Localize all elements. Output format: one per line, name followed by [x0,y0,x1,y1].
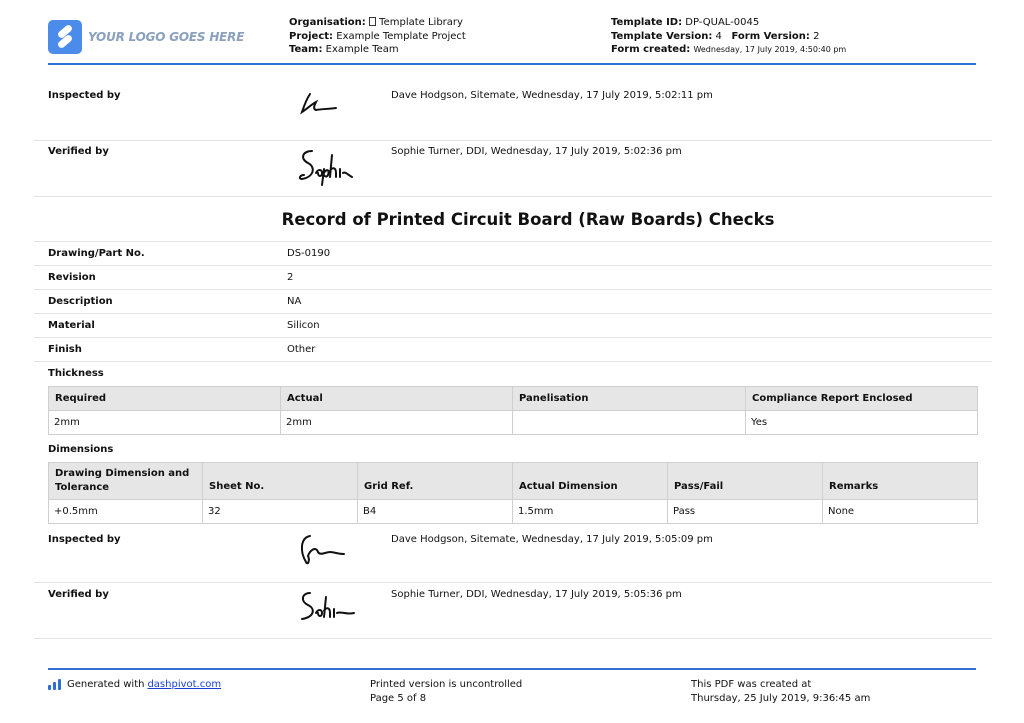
dimensions-section-label: Dimensions [48,444,114,455]
table-header-row [49,387,978,411]
template-id-label: Template ID: [611,17,683,28]
header-divider [48,63,976,65]
document-footer [48,678,976,708]
dashpivot-bar-chart-icon [48,679,61,690]
form-created-value: Wednesday, 17 July 2019, 4:50:40 pm [693,45,847,54]
table-cell: None [823,500,978,524]
column-header: Sheet No. [203,463,358,500]
field-finish [34,338,992,362]
table-cell: B4 [358,500,513,524]
column-header: Compliance Report Enclosed [746,387,978,411]
dimensions-table [48,462,978,524]
form-version-label: Form Version: [731,30,810,42]
pdf-created-value: Thursday, 25 July 2019, 9:36:45 am [691,692,871,704]
signoff-inspected-top [34,66,992,141]
signoff-verified-top [34,141,992,197]
field-description [34,290,992,314]
template-id-value: DP-QUAL-0045 [685,17,760,28]
logo [48,20,244,54]
pdf-created-label: This PDF was created at [691,679,812,690]
generated-prefix: Generated with [67,679,145,690]
signoff-inspected-bottom [34,524,992,583]
dashpivot-link[interactable]: dashpivot.com [147,679,222,690]
template-version-label: Template Version: [611,30,713,42]
uncontrolled-notice: Printed version is uncontrolled [370,679,523,690]
table-cell: 32 [203,500,358,524]
signature-image [296,90,356,120]
field-label: Description [48,296,113,307]
building-icon [369,17,376,26]
organisation-value: Template Library [375,17,463,28]
thickness-table [48,386,978,435]
organisation-label: Organisation: [289,17,366,28]
field-label: Revision [48,272,96,283]
table-cell: +0.5mm [49,500,203,524]
field-label: Drawing/Part No. [48,248,145,259]
column-header: Grid Ref. [358,463,513,500]
field-value: DS-0190 [287,248,331,259]
header-org-info [289,16,466,57]
footer-page-info [370,678,522,705]
field-value: Silicon [287,320,320,331]
column-header: Panelisation [513,387,746,411]
signature-image [296,530,356,570]
table-cell: 1.5mm [513,500,668,524]
field-revision [34,266,992,290]
signoff-text: Sophie Turner, DDI, Wednesday, 17 July 2019, 5:05:36 pm [391,589,682,600]
logo-icon [48,20,82,54]
field-material [34,314,992,338]
document-title: Record of Printed Circuit Board (Raw Boards) Checks [34,197,992,242]
document-header [48,14,976,66]
column-header: Actual Dimension [513,463,668,500]
signature-image [296,147,376,187]
column-header: Drawing Dimension and Tolerance [49,463,203,500]
footer-divider [48,668,976,670]
form-created-label: Form created: [611,44,691,55]
column-header: Pass/Fail [668,463,823,500]
signoff-text: Dave Hodgson, Sitemate, Wednesday, 17 July 2019, 5:02:11 pm [391,90,713,101]
signoff-text: Dave Hodgson, Sitemate, Wednesday, 17 July 2019, 5:05:09 pm [391,534,713,545]
table-row [49,500,978,524]
table-header-row [49,463,978,500]
form-version-value: 2 [813,30,820,42]
team-label: Team: [289,44,323,55]
header-template-info [611,16,846,57]
footer-generated [48,678,221,692]
field-value: Other [287,344,316,355]
thickness-section-label: Thickness [48,368,104,379]
table-cell: 2mm [281,411,513,435]
footer-pdf-created [691,678,870,705]
template-version-value: 4 [715,30,722,42]
column-header: Actual [281,387,513,411]
field-value: 2 [287,272,294,283]
table-cell: Pass [668,500,823,524]
signoff-label: Verified by [48,589,109,600]
signoff-label: Verified by [48,146,109,157]
field-label: Finish [48,344,82,355]
signoff-text: Sophie Turner, DDI, Wednesday, 17 July 2019, 5:02:36 pm [391,146,682,157]
field-drawing-part-no [34,242,992,266]
signoff-verified-bottom [34,583,992,639]
column-header: Required [49,387,281,411]
table-cell: 2mm [49,411,281,435]
table-cell [513,411,746,435]
project-value: Example Template Project [336,30,466,42]
column-header: Remarks [823,463,978,500]
project-label: Project: [289,30,334,42]
field-value: NA [287,296,302,307]
signoff-label: Inspected by [48,90,121,101]
field-label: Material [48,320,95,331]
team-value: Example Team [325,44,399,55]
table-row [49,411,978,435]
table-cell: Yes [746,411,978,435]
signoff-label: Inspected by [48,534,121,545]
page-number: Page 5 of 8 [370,692,427,704]
logo-text: YOUR LOGO GOES HERE [88,30,245,44]
signature-image [296,589,368,625]
